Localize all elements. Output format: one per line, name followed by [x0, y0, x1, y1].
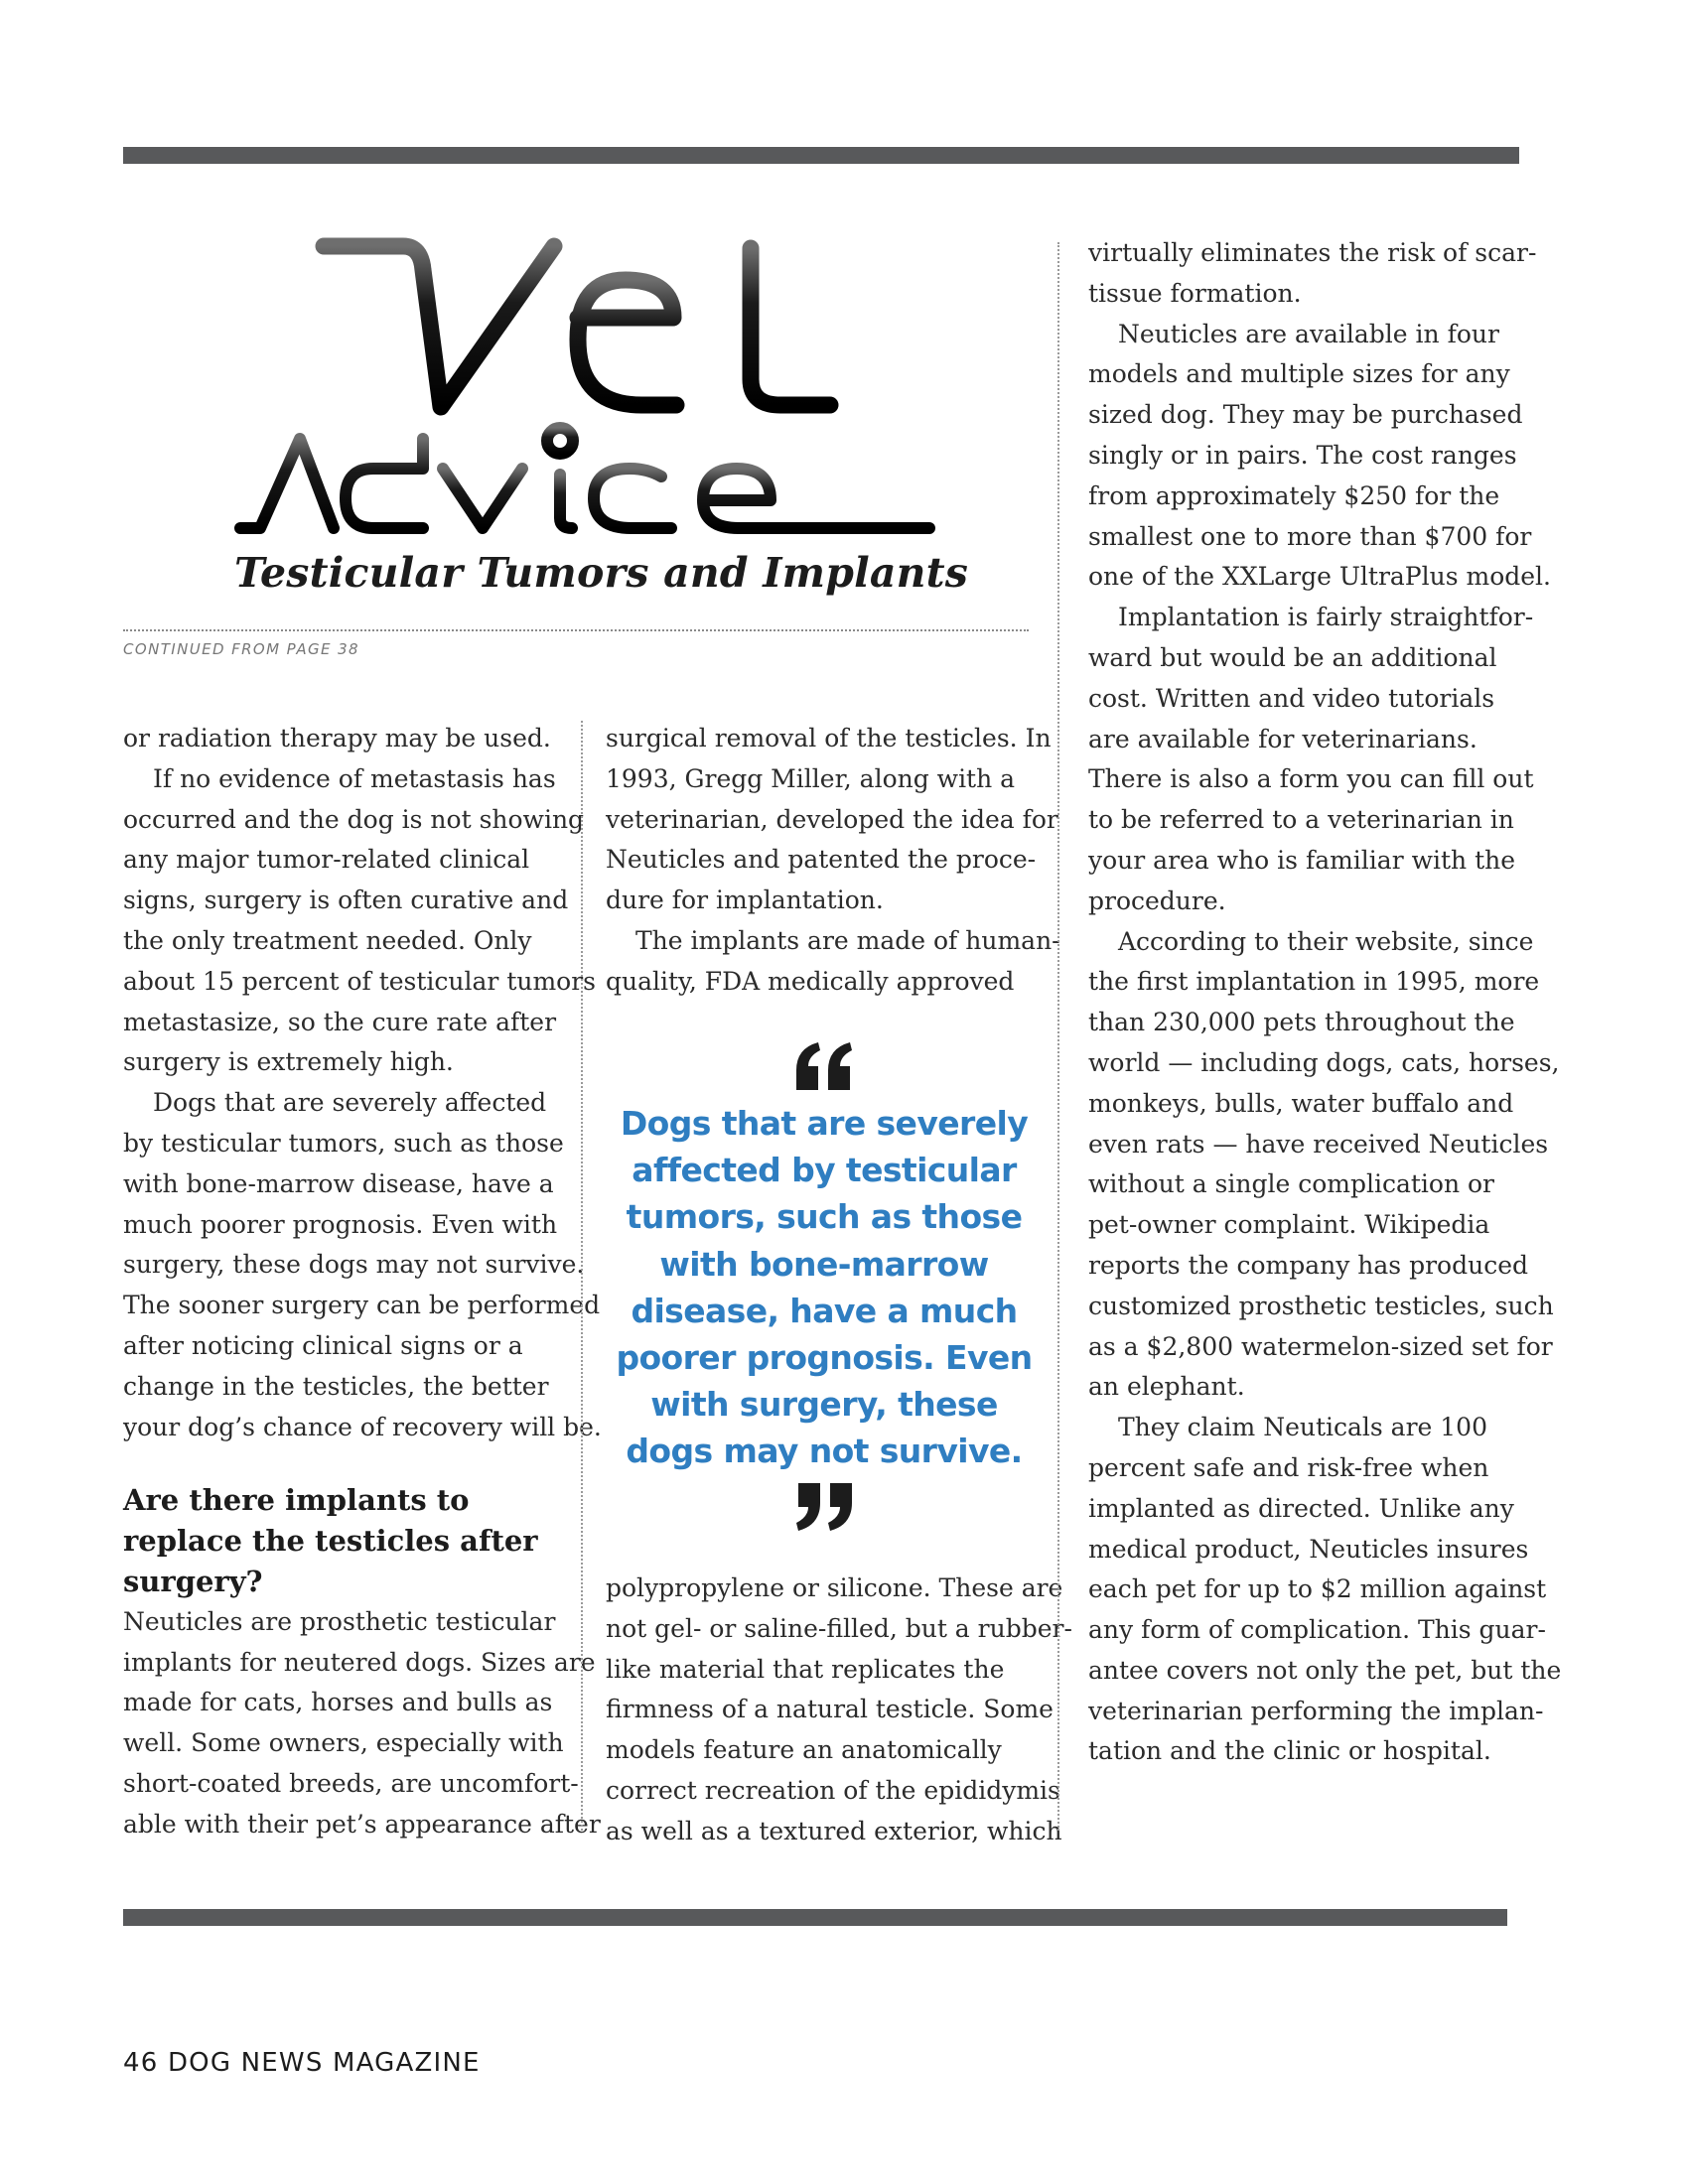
text-line: like material that replicates the — [606, 1654, 1005, 1684]
text-line: models feature an anatomically — [606, 1735, 1002, 1765]
column-separator — [1057, 242, 1059, 1831]
open-quote-icon — [600, 1040, 1049, 1100]
text-line: about 15 percent of testicular tumors — [123, 966, 597, 996]
text-line: Neuticles and patented the proce- — [606, 845, 1037, 875]
text-line: without a single complication or — [1088, 1169, 1495, 1199]
text-line: even rats — have received Neuticles — [1088, 1129, 1549, 1159]
article-subtitle: Testicular Tumors and Implants — [234, 549, 969, 597]
column-2-bottom — [606, 1569, 1072, 1852]
text-line: the only treatment needed. Only — [123, 925, 532, 955]
text-line: The implants are made of human- — [635, 925, 1060, 955]
text-line: firmness of a natural testicle. Some — [606, 1695, 1054, 1724]
text-line: than 230,000 pets throughout the — [1088, 1008, 1515, 1037]
text-line: cost. Written and video tutorials — [1088, 683, 1495, 713]
pull-quote-line: dogs may not survive. — [626, 1432, 1023, 1471]
text-line: tissue formation. — [1088, 278, 1302, 308]
pull-quote-line: Dogs that are severely — [620, 1104, 1029, 1143]
text-line: or radiation therapy may be used. — [123, 724, 551, 752]
pull-quote — [600, 1040, 1049, 1541]
text-line: to be referred to a veterinarian in — [1088, 805, 1514, 835]
pull-quote-line: poorer prognosis. Even — [616, 1338, 1033, 1378]
text-line: occurred and the dog is not showing — [123, 804, 585, 834]
text-line: percent safe and risk-free when — [1088, 1452, 1489, 1482]
text-line: correct recreation of the epididymis — [606, 1775, 1060, 1805]
text-line: monkeys, bulls, water buffalo and — [1088, 1088, 1514, 1118]
text-line: able with their pet’s appearance after — [123, 1809, 601, 1839]
pull-quote-line: affected by testicular — [632, 1151, 1017, 1190]
text-line: procedure. — [1088, 886, 1226, 915]
text-line: antee covers not only the pet, but the — [1088, 1655, 1562, 1685]
pull-quote-line: with surgery, these — [650, 1385, 998, 1425]
text-line: as well as a textured exterior, which — [606, 1816, 1062, 1845]
pull-quote-line: disease, have a much — [631, 1291, 1018, 1330]
text-line: polypropylene or silicone. These are — [606, 1573, 1063, 1602]
text-line: singly or in pairs. The cost ranges — [1088, 440, 1517, 470]
subhead-line: surgery? — [123, 1564, 263, 1598]
text-line: signs, surgery is often curative and — [123, 886, 569, 915]
text-line: There is also a form you can fill out — [1088, 764, 1534, 794]
text-line: surgery, these dogs may not survive. — [123, 1250, 585, 1280]
pull-quote-line: tumors, such as those — [626, 1197, 1023, 1237]
text-line: with bone-marrow disease, have a — [123, 1168, 554, 1198]
header-divider — [123, 629, 1029, 631]
subhead-line: Are there implants to — [123, 1483, 470, 1518]
text-line: They claim Neuticals are 100 — [1118, 1413, 1487, 1442]
text-line: change in the testicles, the better — [123, 1371, 549, 1401]
text-line: world — including dogs, cats, horses, — [1088, 1047, 1560, 1077]
page-footer: 46 DOG NEWS MAGAZINE — [123, 2048, 481, 2078]
continued-note: CONTINUED FROM PAGE 38 — [123, 640, 359, 658]
text-line: Neuticles are available in four — [1118, 319, 1499, 348]
text-line: quality, FDA medically approved — [606, 966, 1015, 996]
text-line: If no evidence of metastasis has — [153, 763, 556, 793]
text-line: pet-owner complaint. Wikipedia — [1088, 1210, 1490, 1240]
text-line: each pet for up to $2 million against — [1088, 1574, 1547, 1604]
text-line: According to their website, since — [1118, 926, 1534, 956]
text-line: metastasize, so the cure rate after — [123, 1007, 557, 1036]
text-line: veterinarian, developed the idea for — [606, 804, 1058, 834]
text-line: models and multiple sizes for any — [1088, 359, 1510, 389]
text-line: any major tumor-related clinical — [123, 845, 530, 875]
close-quote-icon — [600, 1481, 1049, 1541]
text-line: much poorer prognosis. Even with — [123, 1209, 558, 1239]
column-1 — [123, 719, 602, 1845]
text-line: surgical removal of the testicles. In — [606, 724, 1052, 752]
text-line: the first implantation in 1995, more — [1088, 967, 1540, 997]
text-line: veterinarian performing the implan- — [1088, 1696, 1544, 1725]
text-line: after noticing clinical signs or a — [123, 1330, 523, 1360]
text-line: Dogs that are severely affected — [153, 1088, 547, 1118]
section-subhead — [123, 1480, 560, 1601]
text-line: reports the company has produced — [1088, 1250, 1528, 1280]
text-line: Neuticles are prosthetic testicular — [123, 1606, 556, 1636]
text-line: tation and the clinic or hospital. — [1088, 1736, 1491, 1766]
text-line: virtually eliminates the risk of scar- — [1088, 238, 1537, 267]
text-line: dure for implantation. — [606, 886, 884, 915]
text-line: implants for neutered dogs. Sizes are — [123, 1647, 596, 1677]
column-1-after-subhead — [123, 1602, 601, 1845]
text-line: your area who is familiar with the — [1088, 845, 1516, 875]
text-line: are available for veterinarians. — [1088, 724, 1477, 753]
text-line: not gel- or saline-filled, but a rubber- — [606, 1613, 1072, 1643]
text-line: medical product, Neuticles insures — [1088, 1534, 1529, 1564]
top-rule — [123, 147, 1519, 164]
pull-quote-line: with bone-marrow — [659, 1244, 989, 1284]
column-3 — [1088, 233, 1562, 1772]
text-line: sized dog. They may be purchased — [1088, 400, 1523, 430]
text-line: from approximately $250 for the — [1088, 480, 1500, 510]
text-line: ward but would be an additional — [1088, 642, 1497, 672]
column-1-paragraphs — [123, 719, 602, 1447]
bottom-rule — [123, 1909, 1507, 1926]
text-line: made for cats, horses and bulls as — [123, 1688, 553, 1717]
text-line: one of the XXLarge UltraPlus model. — [1088, 562, 1551, 592]
subhead-line: replace the testicles after — [123, 1524, 538, 1559]
column-separator — [581, 721, 583, 1831]
text-line: smallest one to more than $700 for — [1088, 521, 1532, 551]
text-line: surgery is extremely high. — [123, 1047, 454, 1077]
text-line: Implantation is fairly straightfor- — [1118, 603, 1534, 632]
column-2-top — [606, 719, 1060, 1003]
text-line: by testicular tumors, such as those — [123, 1128, 564, 1158]
text-line: The sooner surgery can be performed — [123, 1291, 601, 1320]
text-line: customized prosthetic testicles, such — [1088, 1291, 1554, 1320]
pull-quote-text — [600, 1100, 1049, 1475]
vet-advice-logo — [234, 230, 949, 548]
text-line: your dog’s chance of recovery will be. — [123, 1412, 602, 1441]
text-line: well. Some owners, especially with — [123, 1728, 564, 1758]
text-line: implanted as directed. Unlike any — [1088, 1493, 1514, 1523]
text-line: 1993, Gregg Miller, along with a — [606, 763, 1016, 793]
text-line: short-coated breeds, are uncomfort- — [123, 1768, 579, 1798]
text-line: an elephant. — [1088, 1372, 1245, 1402]
text-line: any form of complication. This guar- — [1088, 1615, 1546, 1645]
text-line: as a $2,800 watermelon-sized set for — [1088, 1331, 1553, 1361]
